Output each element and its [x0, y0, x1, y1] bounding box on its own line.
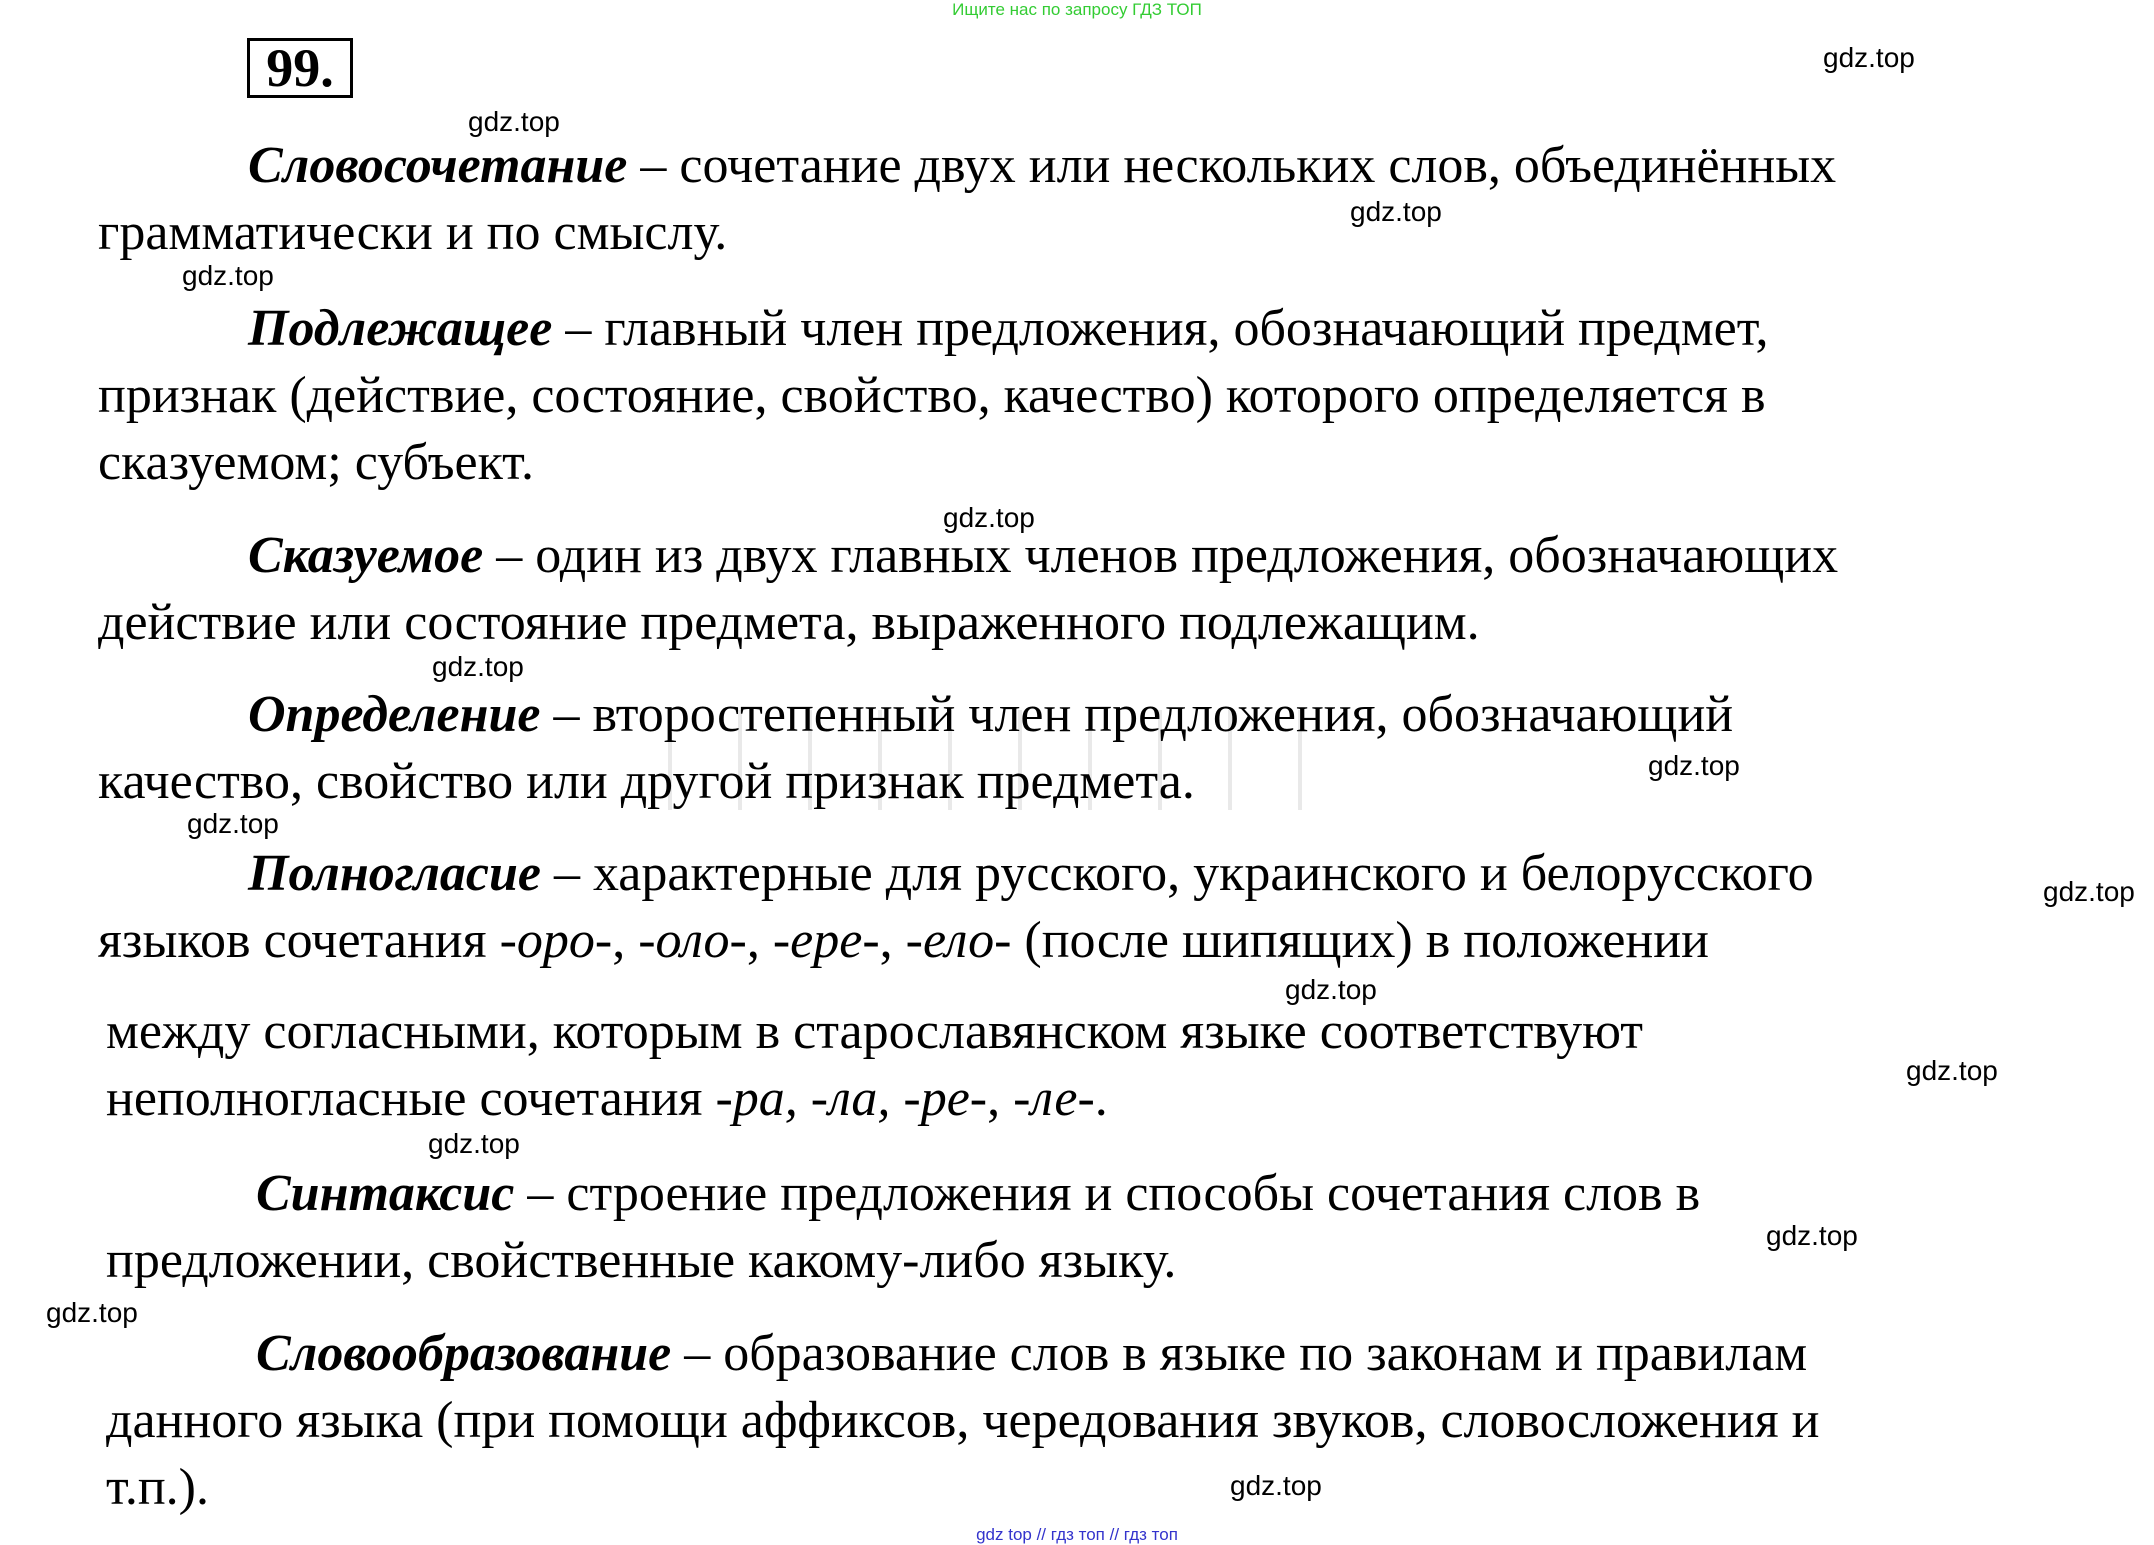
term: Словосочетание [248, 137, 628, 194]
definition-text: действие или состояние предмета, выраженного подлежащим. [98, 594, 1480, 651]
watermark: gdz.top [182, 260, 274, 291]
watermark: gdz.top [943, 502, 1035, 533]
definition-text: между согласными, которым в старославянском языке соответствуют [106, 1003, 1643, 1060]
watermark: gdz.top [1766, 1220, 1858, 1251]
watermark: gdz.top [1285, 974, 1377, 1005]
watermark: gdz.top [1230, 1470, 1322, 1501]
definition-podlezhashchee: Подлежащее – главный член предложения, обозначающий предмет, признак (действие, состояние, свойство, качество) которого определяется в сказуемом; субъект. [98, 295, 2098, 496]
watermark: gdz.top [1350, 196, 1442, 227]
term: Подлежащее [248, 300, 553, 357]
definition-text: один из двух главных членов предложения, обозначающих [535, 527, 1839, 584]
definition-text: неполногласные сочетания -ра, -ла, -ре-, -ле-. [106, 1070, 1108, 1127]
definition-slovosochetanie: Словосочетание – сочетание двух или нескольких слов, объединённых грамматически и по смыслу. [98, 132, 2098, 266]
watermark: gdz.top [428, 1128, 520, 1159]
definition-text: т.п.). [106, 1459, 209, 1516]
watermark: gdz.top [1648, 750, 1740, 781]
definition-polnoglasie: Полногласие – характерные для русского, украинского и белорусского языков сочетания -оро-, -оло-, -ере-, -ело- (после шипящих) в положении между согласными, которым в старославянском языке соответствуют неполногласные сочетания -ра, -ла, -ре-, -ле-. [98, 840, 2098, 1132]
definition-text: образование слов в языке по законам и правилам [723, 1325, 1808, 1382]
definition-slovoobrazovanie: Словообразование – образование слов в языке по законам и правилам данного языка (при помощи аффиксов, чередования звуков, словосложения и т.п.). [106, 1320, 2106, 1521]
definition-skazuemoe: Сказуемое – один из двух главных членов предложения, обозначающих действие или состояние предмета, выраженного подлежащим. [98, 522, 2098, 656]
term: Синтаксис [256, 1165, 515, 1222]
definition-text: качество, свойство или другой признак предмета. [98, 753, 1195, 810]
definition-sintaksis: Синтаксис – строение предложения и способы сочетания слов в предложении, свойственные какому-либо языку. [106, 1160, 2106, 1294]
definition-text: признак (действие, состояние, свойство, качество) которого определяется в [98, 367, 1766, 424]
definition-text: второстепенный член предложения, обозначающий [592, 686, 1734, 743]
watermark: gdz.top [468, 106, 560, 137]
definition-text: главный член предложения, обозначающий предмет, [604, 300, 1769, 357]
definition-text: грамматически и по смыслу. [98, 204, 728, 261]
watermark: gdz.top [46, 1297, 138, 1328]
definition-text: предложении, свойственные какому-либо языку. [106, 1232, 1177, 1289]
definition-text: сочетание двух или нескольких слов, объединённых [679, 137, 1837, 194]
definition-text: строение предложения и способы сочетания слов в [566, 1165, 1701, 1222]
top-banner: Ищите нас по запросу ГДЗ ТОП [952, 0, 1202, 19]
term: Сказуемое [248, 527, 484, 584]
term: Словообразование [256, 1325, 672, 1382]
definition-text: характерные для русского, украинского и белорусского [592, 845, 1814, 902]
watermark: gdz.top [432, 651, 524, 682]
term: Полногласие [248, 845, 541, 902]
watermark: gdz.top [1823, 42, 1915, 73]
exercise-number: 99. [247, 38, 353, 98]
term: Определение [248, 686, 541, 743]
definition-text: сказуемом; субъект. [98, 434, 534, 491]
definition-text: языков сочетания -оро-, -оло-, -ере-, -ело- (после шипящих) в положении [98, 912, 1709, 969]
definition-text: данного языка (при помощи аффиксов, чередования звуков, словосложения и [106, 1392, 1820, 1449]
watermark: gdz.top [1906, 1055, 1998, 1086]
footer-links: gdz top // гдз топ // гдз топ [976, 1525, 1178, 1544]
watermark: gdz.top [187, 808, 279, 839]
watermark: gdz.top [2043, 876, 2135, 907]
definition-opredelenie: Определение – второстепенный член предложения, обозначающий качество, свойство или другой признак предмета. [98, 681, 2098, 815]
